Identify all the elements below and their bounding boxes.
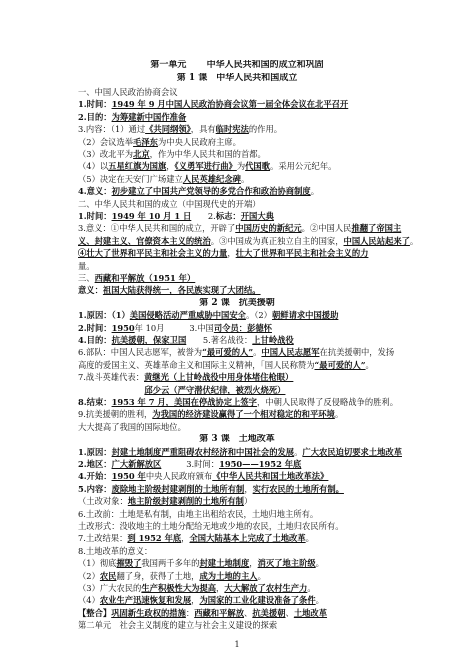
text-segment: 土改形式：没收地主的土地分配给无地或少地的农民，土地归农民所有。	[78, 521, 344, 531]
text-segment: 。	[240, 173, 250, 184]
unit-number: 第一单元	[150, 60, 187, 70]
underlined-key-point: 1949 年 9 月中国人民政治协商会议第一届全体会议在北平召开	[111, 99, 349, 110]
text-line	[78, 347, 448, 357]
text-segment: 高度的爱国主义、英雄革命主义和国际主义精神，	[78, 359, 261, 370]
text-line	[78, 112, 448, 122]
text-segment: 。	[310, 186, 320, 197]
underlined-key-point: 抗美援朝	[252, 607, 286, 618]
text-segment: ，具有	[190, 124, 216, 135]
text-segment: 。	[365, 359, 374, 370]
text-segment: （1）彻底	[78, 558, 117, 569]
text-segment: ，	[227, 248, 236, 259]
underlined-key-point: 土地改革	[293, 607, 328, 618]
underlined-key-point: 西藏和平解放（1951 年）	[94, 273, 196, 283]
text-segment: 8.结束：	[78, 397, 112, 407]
text-segment: （2）会议选举	[78, 136, 134, 147]
text-segment: 8.土地改革的意义：	[78, 545, 153, 556]
text-segment: 中央人民政府颁布	[145, 471, 213, 482]
text-segment: 4.目的：	[78, 335, 112, 345]
text-segment: 2.目的：	[78, 111, 112, 122]
text-segment: 2.地区：	[78, 459, 112, 469]
underlined-key-point: 全国大陆基本上完成了土地改革	[189, 533, 306, 544]
text-segment: 标志：	[215, 211, 241, 221]
underlined-key-point: 中国人民志愿军	[261, 347, 320, 358]
underlined-key-point: 临时宪法	[215, 124, 249, 135]
text-line	[78, 310, 448, 320]
text-segment: 2.	[191, 211, 216, 221]
underlined-key-point: 1949 年 10 月 1 日	[111, 211, 192, 221]
text-line	[78, 397, 448, 407]
underlined-key-point: 为我国的经济建设赢得了一个相对稳定的和平环境	[152, 409, 335, 420]
underlined-key-point: 实行农民的土地所有制。	[252, 483, 344, 494]
text-segment: 1.原因：	[78, 446, 112, 457]
lesson-1-title: 第 1 课 中华人民共和国成立	[176, 73, 298, 83]
underlined-key-point: 中国人民站起来了	[343, 235, 410, 246]
text-segment: （土改对象：	[78, 496, 128, 507]
text-segment: 。	[253, 347, 262, 358]
text-line	[78, 360, 448, 370]
underlined-key-point: 彭德怀	[247, 322, 272, 333]
text-segment: 7.土改结果：	[78, 533, 128, 544]
text-line	[78, 285, 448, 295]
text-segment: 在抗美援朝中，发扬	[319, 347, 395, 358]
text-line	[78, 620, 448, 630]
text-line	[78, 323, 448, 333]
text-segment: ，	[181, 533, 190, 544]
text-segment: ，中朝人民取得了反侵略战争的胜利。	[256, 397, 399, 407]
text-segment: （4）以	[78, 161, 109, 172]
text-segment: 4.意义：	[78, 186, 112, 197]
text-segment: 5.著名战役：	[186, 335, 253, 345]
underlined-key-point: 农业生产迅速恢复和发展	[99, 595, 192, 606]
underlined-key-point: 抗美援朝，保家卫国	[111, 335, 187, 345]
underlined-key-point: 朝鲜请求中国援助	[271, 310, 339, 321]
text-segment: 。	[315, 558, 324, 569]
text-line	[78, 521, 448, 531]
text-line	[78, 199, 448, 209]
text-segment: 一、中国人民政治协商会议	[78, 87, 178, 97]
underlined-key-point: 废除地主阶级封建剥削的土地所有制	[111, 483, 245, 494]
underlined-key-point: 美国侵略活动严重威胁中国安全	[129, 310, 246, 321]
text-segment: （3）广大农民的	[78, 583, 142, 593]
text-segment: 9.抗美援朝的胜利，	[78, 409, 153, 420]
text-segment: 、	[285, 607, 294, 618]
text-line	[78, 509, 448, 519]
underlined-key-point: 中国历史的新纪元	[235, 223, 302, 234]
underlined-key-point: 《中华人民共和国土地改革法》	[212, 471, 329, 482]
text-line	[78, 186, 448, 196]
text-segment: 意义：	[78, 285, 103, 296]
text-line	[78, 99, 448, 109]
text-segment: 量。	[78, 260, 95, 271]
text-segment: 4.开始：	[78, 471, 112, 482]
text-segment: 。	[307, 583, 316, 593]
underlined-key-point: 开国大典	[240, 211, 274, 221]
text-line	[78, 533, 448, 543]
text-segment: 为中央人民政府主席。	[157, 136, 241, 147]
text-segment: 。	[257, 570, 266, 581]
text-segment: ，	[216, 583, 225, 593]
text-segment: 国人民称赞为	[264, 359, 315, 370]
underlined-key-point: 消灭了地主阶级	[257, 558, 316, 569]
text-segment: 。	[334, 409, 344, 420]
underlined-key-point: 广大新解放区	[111, 459, 162, 469]
text-segment: 1.原因：（1）	[78, 310, 130, 321]
text-segment: 。	[305, 533, 314, 544]
text-segment: 、	[244, 607, 253, 618]
underlined-key-point: 西藏和平解放	[194, 607, 244, 618]
text-segment: （2）	[78, 570, 100, 581]
text-segment: 三、	[78, 273, 95, 283]
text-line	[78, 236, 448, 246]
text-segment: 【整合】	[78, 607, 112, 618]
underlined-key-point: 祖国大陆获得统一，各民族实现了大团结。	[102, 285, 261, 296]
text-line	[78, 583, 448, 593]
underlined-key-point: 毛泽东	[133, 136, 158, 147]
underlined-key-point: 初步建立了中国共产党领导的多党合作和政治协商制度	[111, 186, 311, 197]
text-segment: ，	[249, 558, 258, 569]
text-segment: 5.内容：	[78, 483, 112, 494]
underlined-key-point: “最可爱的人”	[202, 347, 254, 358]
text-line	[78, 385, 448, 395]
underlined-key-point: 成为土地的主人	[199, 570, 258, 581]
underlined-key-point: 地主阶级封建剥削的土地所有制	[127, 496, 244, 507]
underlined-key-point: 巩固新生政权的措施	[111, 607, 186, 618]
text-line	[78, 273, 448, 283]
text-segment: 。②中国人民	[301, 223, 352, 234]
text-segment: 翻了身，获得了土地，	[116, 570, 200, 581]
underlined-key-point: “最可爱的人”	[314, 359, 366, 370]
text-segment: ）	[243, 496, 253, 507]
text-segment: 6.部队：中国人民志愿军，被誉为	[78, 347, 203, 358]
underlined-key-point: 封建土地制度	[199, 558, 250, 569]
underlined-key-point: 司令员：	[213, 322, 248, 333]
text-segment: （5）决定在天安门广场建立	[78, 173, 183, 184]
text-line	[78, 571, 448, 581]
text-segment: 6.土改前：土地是私有制，由地主出租给农民，土地归地主所有。	[78, 508, 319, 519]
text-segment: 。	[409, 235, 419, 246]
text-line	[78, 161, 448, 171]
underlined-key-point: 上甘岭战役	[252, 335, 294, 345]
text-line	[78, 484, 448, 494]
text-line	[78, 471, 448, 481]
underlined-key-point: 推翻了帝国主	[351, 223, 402, 234]
text-segment: 。③中国成为真正独立自主的国家，	[210, 235, 344, 246]
underlined-key-point: 《共同纲领》	[145, 124, 191, 135]
lesson-title: 第 2 课 抗美援朝	[199, 297, 275, 308]
underlined-key-point: 1950——1952 年底	[219, 459, 302, 469]
text-line	[78, 409, 448, 419]
underlined-key-point: 代国歌	[245, 161, 271, 172]
text-line	[78, 422, 448, 432]
text-line	[78, 124, 448, 134]
underlined-key-point: 大大解放了农村生产力	[224, 583, 308, 593]
text-line	[78, 459, 448, 469]
text-segment: 。	[315, 595, 324, 606]
text-segment: 1.时间：	[78, 99, 112, 110]
text-segment: 「	[260, 359, 265, 370]
underlined-key-point: 1950	[111, 322, 135, 333]
text-line	[78, 608, 448, 618]
underlined-key-point: 封建土地制度严重阻碍农村经济和中国社会的发展	[111, 446, 295, 457]
text-segment: 年 10月 3.中国	[134, 322, 214, 333]
text-line	[78, 372, 448, 382]
text-line	[78, 223, 448, 233]
underlined-key-point: 广大农民迫切要求土地改革	[302, 446, 402, 457]
underlined-key-point: ④壮大了世界和平民主和社会主义的力量	[78, 248, 228, 259]
underlined-key-point: 为国家的工业化建设准备了条件	[199, 595, 316, 606]
underlined-key-point: 《义勇军进行曲》	[174, 161, 237, 172]
underlined-key-point: 为筹建新中国作准备	[111, 111, 187, 122]
underlined-key-point: 邱少云（严守潜伏纪律，被烈火烧死）	[144, 384, 286, 395]
text-line	[78, 261, 448, 271]
underlined-key-point: 五星红旗为国旗	[108, 161, 167, 172]
underlined-key-point: 北京	[133, 149, 150, 159]
lesson-title: 第 3 课 土地改革	[199, 434, 275, 445]
text-segment: 。	[294, 446, 303, 457]
text-segment: 我国两千多年的	[141, 558, 200, 569]
text-line	[78, 211, 448, 221]
text-segment: （3）改北平为	[78, 149, 134, 159]
unit-heading	[0, 60, 474, 70]
text-line	[78, 248, 448, 258]
text-segment: 7.战斗英雄代表：	[78, 372, 144, 383]
text-segment: （4）	[78, 595, 100, 606]
underlined-key-point: 人民英雄纪念碑	[182, 173, 241, 184]
text-line	[78, 137, 448, 147]
text-segment: ，	[166, 161, 175, 172]
underlined-key-point: 壮大了世界和平民主和社会主义的力	[235, 248, 369, 259]
underlined-key-point: 1953 年 7 月，美国在停战协定上签字	[111, 397, 257, 407]
text-segment	[78, 385, 144, 395]
text-line	[78, 546, 448, 556]
unit-title: 中华人民共和国的成立和巩固	[206, 60, 324, 70]
underlined-key-point: 义、封建主义、官僚资本主义的统治	[78, 235, 211, 246]
text-line	[78, 558, 448, 568]
underlined-key-point: 黄继光（上甘岭战役中用身体堵住枪眼）	[144, 372, 294, 383]
underlined-key-point: 生产积极性大为提高	[141, 583, 217, 593]
underlined-key-point: 1950 年	[111, 471, 146, 482]
text-line	[78, 149, 448, 159]
page-number: 1	[234, 640, 240, 649]
text-segment: ，	[191, 595, 200, 606]
text-segment: 2.时间：	[78, 322, 112, 333]
text-segment: ，作为中华人民共和国的首都。	[149, 149, 266, 159]
text-line	[78, 174, 448, 184]
text-segment: ：	[185, 607, 195, 618]
text-segment: ，	[244, 483, 253, 494]
underlined-key-point: 农民	[99, 570, 117, 581]
text-segment: 。采用公元纪年。	[270, 161, 337, 172]
text-segment: 大大提高了我国的国际地位。	[78, 421, 186, 432]
text-segment: 第二单元 社会主义制度的建立与社会主义建设的探索	[78, 620, 278, 631]
text-segment: 的作用。	[248, 124, 283, 135]
text-segment: 二、中华人民共和国的成立（中国现代史的开端）	[78, 198, 261, 209]
text-segment: 1.时间：	[78, 211, 112, 221]
text-line	[78, 447, 448, 457]
text-segment: 3.时间：	[161, 459, 220, 469]
text-segment: 3.内容：（1）通过	[78, 124, 146, 135]
underlined-key-point: 摧毁了	[116, 558, 142, 569]
text-line	[78, 595, 448, 605]
text-line	[78, 496, 448, 506]
underlined-key-point: 到 1952 年底	[127, 533, 182, 544]
text-segment: 为	[236, 161, 246, 172]
text-segment: 。（2）	[245, 310, 272, 321]
text-segment: 3.意义：①中华人民共和国的成立，开辟了	[78, 223, 236, 234]
text-line	[78, 87, 448, 97]
text-line	[78, 335, 448, 345]
